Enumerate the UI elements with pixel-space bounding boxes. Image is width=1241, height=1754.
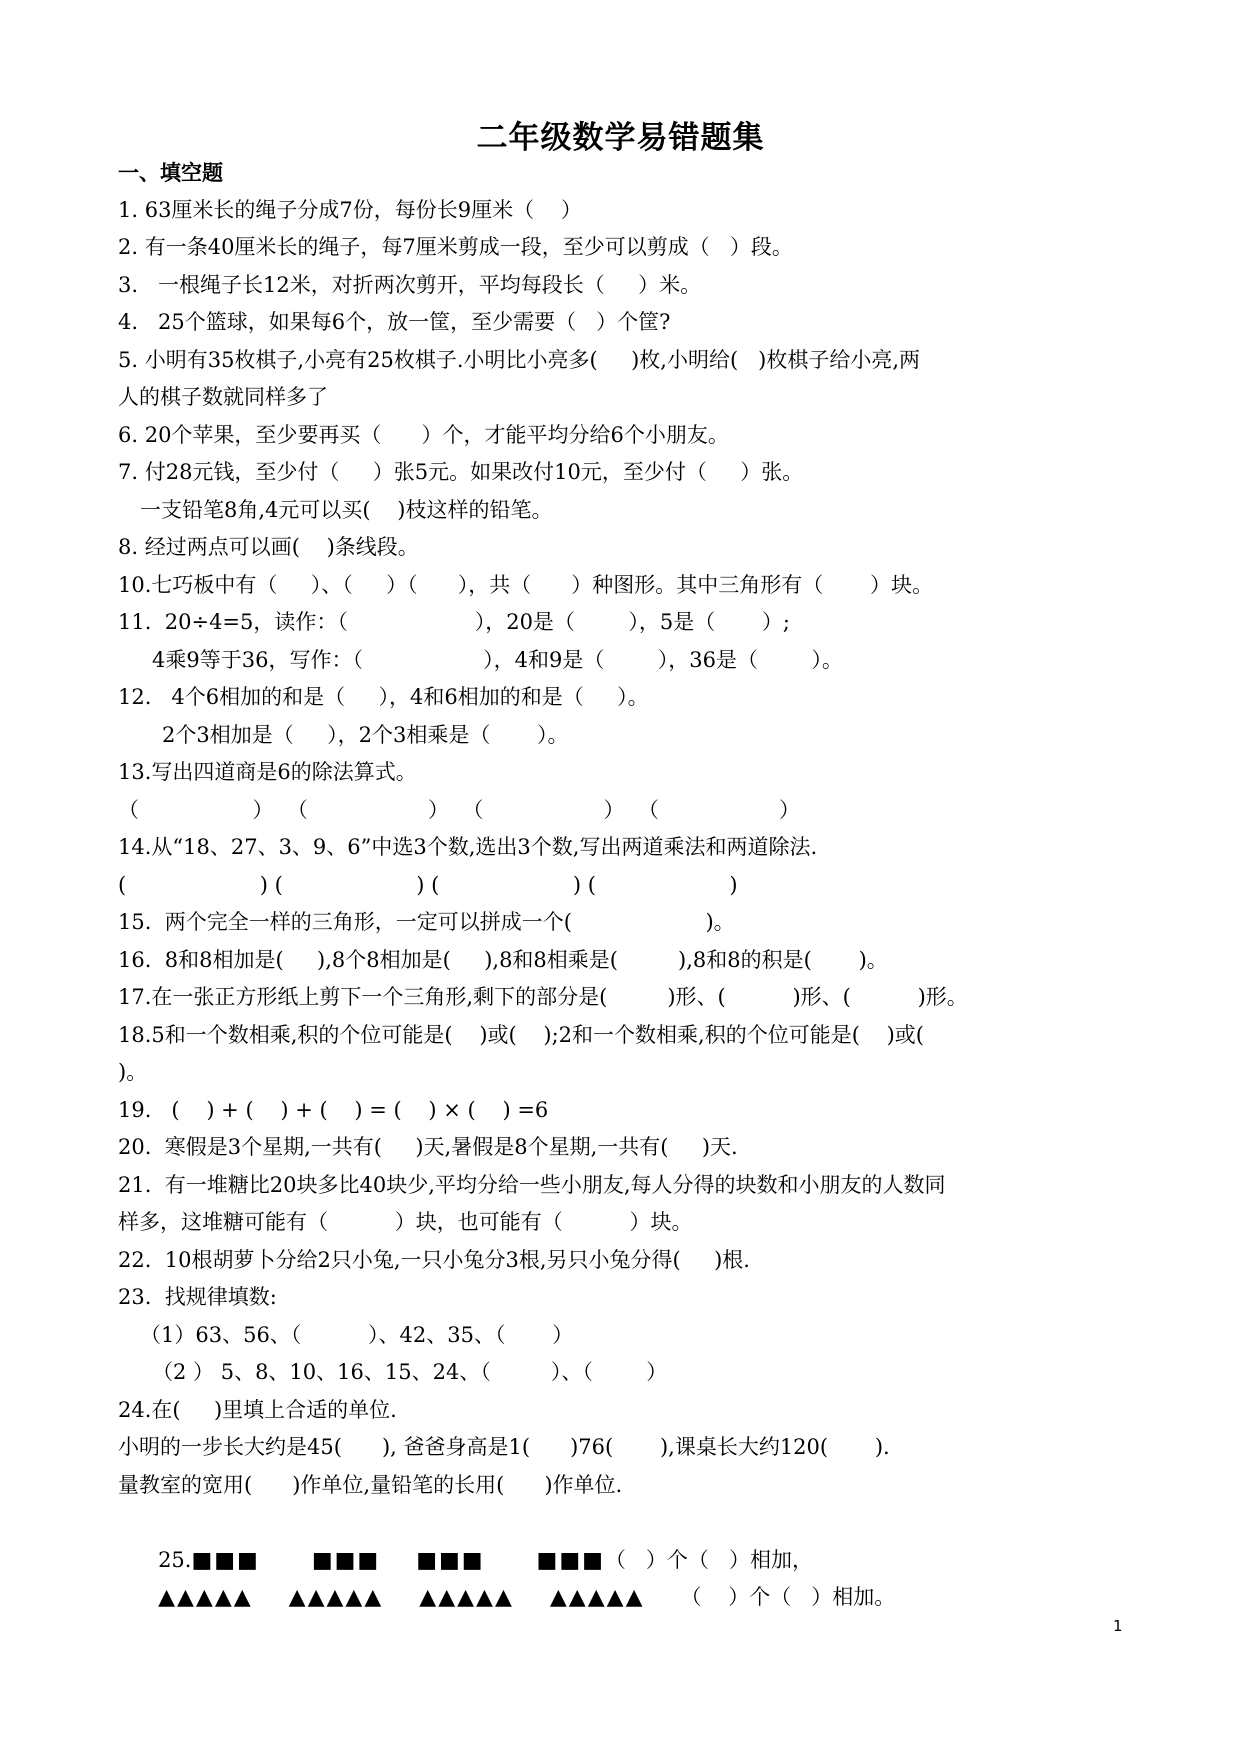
question-24: 24.在( )里填上合适的单位.	[118, 1397, 397, 1422]
page-title: 二年级数学易错题集	[476, 120, 765, 156]
question-12-line-2: 2个3相加是（ ），2个3相乘是（ ）。	[162, 722, 569, 747]
page-number: 1	[1113, 1617, 1123, 1635]
triangle-group-2: ▲▲▲▲▲	[288, 1585, 384, 1610]
question-14: 14.从“18、27、3、9、6”中选3个数,选出3个数,写出两道乘法和两道除法.	[118, 835, 818, 859]
square-group-3: ■■■	[416, 1547, 485, 1573]
question-23-sub-1: （1）63、56、（ ）、42、35、（ ）	[140, 1322, 574, 1347]
question-13: 13.写出四道商是6的除法算式。	[118, 760, 417, 784]
question-11-line-2: 4乘9等于36，写作：（ ），4和9是（ ），36是（ ）。	[152, 647, 843, 672]
question-1: 1. 63厘米长的绳子分成7份，每份长9厘米（ ）	[118, 197, 582, 222]
square-group-4: ■■■	[536, 1547, 605, 1573]
question-23-sub-2: （2 ） 5、8、10、16、15、24、（ ）、（ ）	[152, 1360, 668, 1384]
question-7: 7. 付28元钱，至少付（ ）张5元。如果改付10元，至少付（ ）张。	[118, 460, 804, 484]
question-3: 3. 一根绳子长12米，对折两次剪开，平均每段长（ ）米。	[118, 272, 702, 297]
question-18-line-1: 18.5和一个数相乘,积的个位可能是( )或( );2和一个数相乘,积的个位可能是( )或(	[118, 1022, 924, 1047]
question-20: 20. 寒假是3个星期,一共有( )天,暑假是8个星期,一共有( )天.	[118, 1135, 738, 1159]
question-5-line-2: 人的棋子数就同样多了	[118, 385, 328, 409]
question-14-blanks: ( ) ( ) ( ) ( )	[118, 872, 738, 897]
question-23: 23. 找规律填数:	[118, 1285, 277, 1309]
triangle-group-4: ▲▲▲▲▲	[549, 1585, 645, 1610]
question-21-line-2: 样多，这堆糖可能有（ ）块，也可能有（ ）块。	[118, 1210, 693, 1234]
question-17: 17.在一张正方形纸上剪下一个三角形,剩下的部分是( )形、( )形、( )形。	[118, 985, 968, 1009]
question-24-sub-1: 小明的一步长大约是45( ), 爸爸身高是1( )76( ),课桌长大约120( ).	[118, 1435, 890, 1459]
triangle-group-1: ▲▲▲▲▲	[158, 1585, 253, 1610]
question-list	[118, 154, 1128, 1610]
question-19: 19. ( ) + ( ) + ( ) = ( ) × ( ) =6	[118, 1097, 549, 1122]
section-heading: 一、填空题	[118, 160, 223, 185]
question-25-label: 25.	[158, 1547, 192, 1572]
question-22: 22. 10根胡萝卜分给2只小兔,一只小兔分3根,另只小兔分得( )根.	[118, 1247, 750, 1272]
question-18-line-2: )。	[118, 1060, 148, 1084]
question-10: 10.七巧板中有（ ）、（ ）（ ），共（ ）种图形。其中三角形有（ ）块。	[118, 572, 933, 597]
triangle-group-3: ▲▲▲▲▲	[419, 1585, 514, 1610]
question-13-blanks: （ ） （ ） （ ） （ ）	[118, 797, 800, 822]
square-group-2: ■■■	[311, 1547, 381, 1573]
question-7-sub: 一支铅笔8角,4元可以买( )枝这样的铅笔。	[140, 497, 553, 522]
question-16: 16. 8和8相加是( ),8个8相加是( ),8和8相乘是( ),8和8的积是( )。	[118, 947, 888, 972]
question-11-line-1: 11. 20÷4=5，读作：（ ），20是（ ），5是（ ）;	[118, 610, 790, 634]
question-5-line-1: 5. 小明有35枚棋子,小亮有25枚棋子.小明比小亮多( )枚,小明给( )枚棋子给小亮,两	[118, 347, 921, 372]
question-4: 4. 25个篮球，如果每6个，放一筐，至少需要（ ）个筐?	[118, 310, 671, 334]
question-25-line-1-text: （ ）个（ ）相加，	[604, 1547, 813, 1572]
question-25-line-1	[118, 1504, 1128, 1573]
question-8: 8. 经过两点可以画( )条线段。	[118, 535, 419, 559]
question-6: 6. 20个苹果，至少要再买（ ）个，才能平均分给6个小朋友。	[118, 422, 729, 447]
question-24-sub-2: 量教室的宽用( )作单位,量铅笔的长用( )作单位.	[118, 1472, 623, 1497]
question-12-line-1: 12. 4个6相加的和是（ ），4和6相加的和是（ ）。	[118, 685, 649, 709]
question-15: 15. 两个完全一样的三角形，一定可以拼成一个( )。	[118, 910, 735, 934]
square-group-1: ■■■	[191, 1547, 260, 1573]
question-2: 2. 有一条40厘米长的绳子，每7厘米剪成一段，至少可以剪成（ ）段。	[118, 235, 793, 259]
question-25-line-2-text: （ ）个（ ）相加。	[680, 1585, 896, 1609]
question-21-line-1: 21. 有一堆糖比20块多比40块少,平均分给一些小朋友,每人分得的块数和小朋友的人数同	[118, 1172, 946, 1197]
